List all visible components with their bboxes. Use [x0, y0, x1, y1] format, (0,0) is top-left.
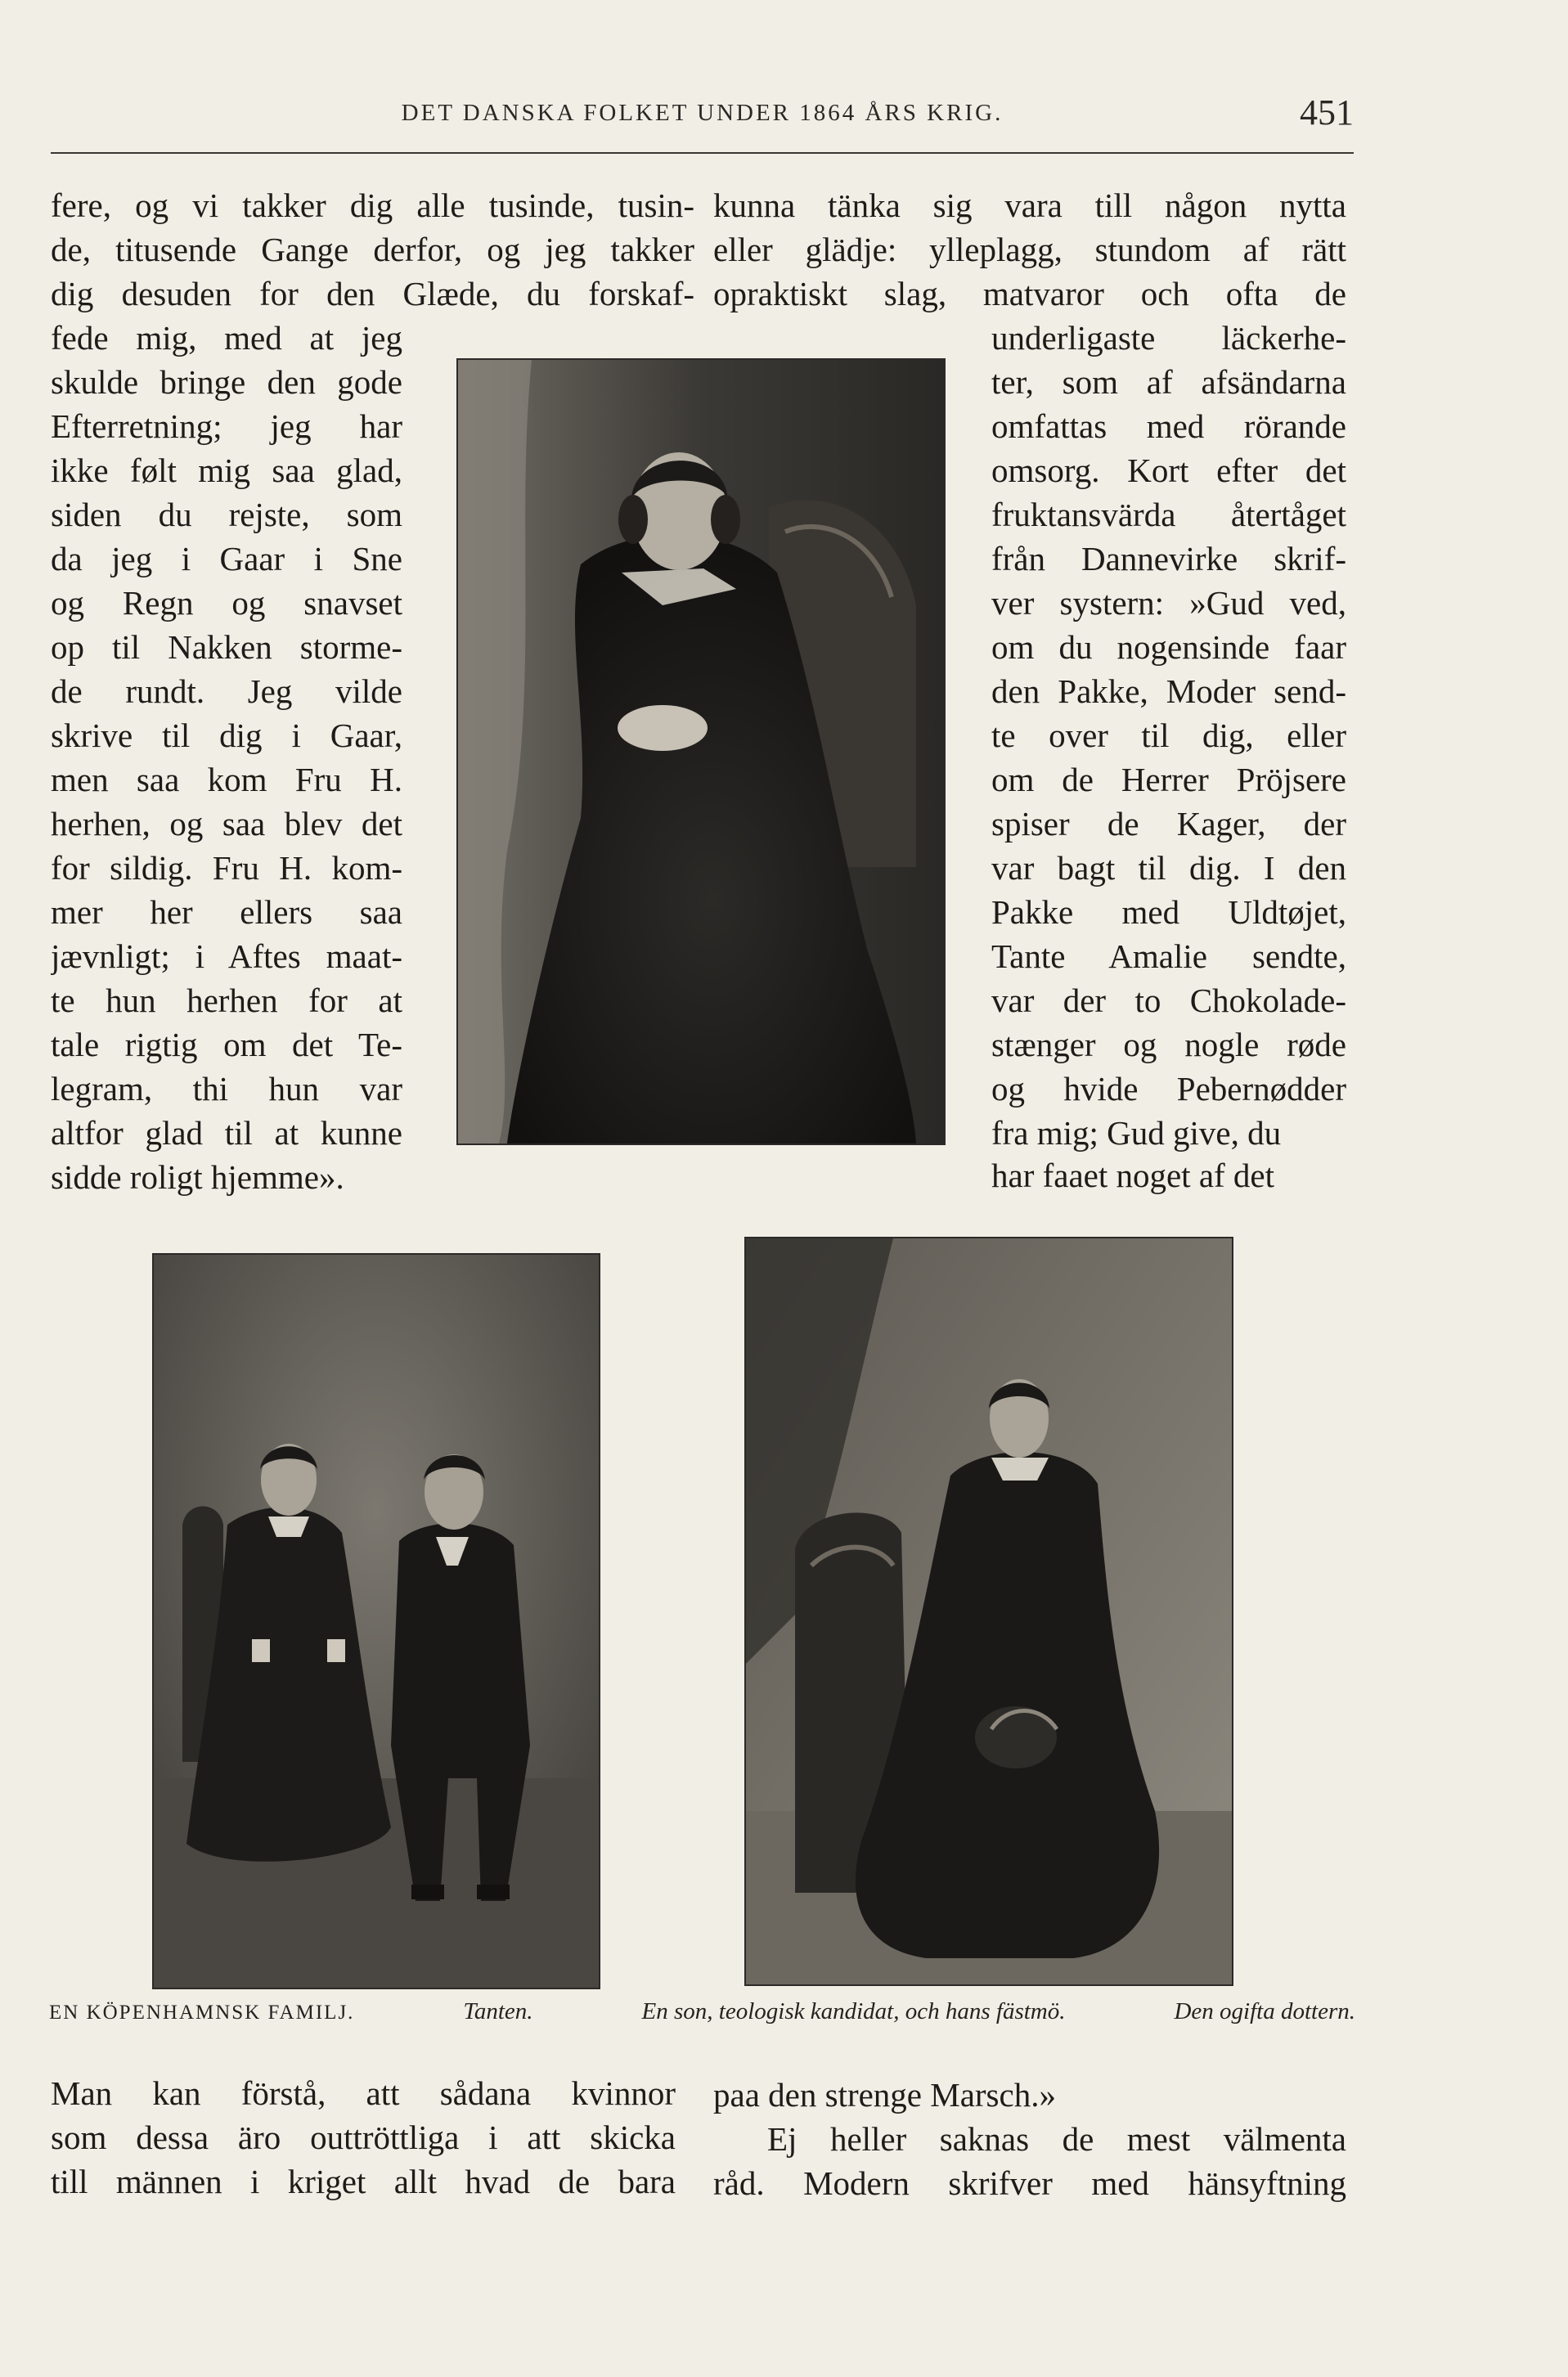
page-number: 451: [1300, 92, 1354, 133]
text-line: som dessa äro outtröttliga i att skicka: [51, 2119, 676, 2156]
portrait-photo-daughter: [744, 1237, 1233, 1986]
text-line: skulde bringe den gode: [51, 363, 402, 401]
text-line: om du nogensinde faar: [991, 628, 1346, 666]
text-line: tale rigtig om det Te-: [51, 1026, 402, 1063]
caption-part-couple: En son, teologisk kandidat, och hans fästmö.: [641, 1998, 1066, 2024]
text-line: ter, som af afsändarna: [991, 363, 1346, 401]
text-line: omfattas med rörande: [991, 407, 1346, 445]
text-line: fra mig; Gud give, du: [991, 1114, 1282, 1152]
bottom-right-text: [713, 2073, 1346, 2205]
portrait-daughter-image: [746, 1238, 1232, 1984]
text-line: op til Nakken storme-: [51, 628, 402, 666]
text-line: stænger og nogle røde: [991, 1026, 1346, 1063]
text-line: jævnligt; i Aftes maat-: [51, 937, 402, 975]
text-line: Tante Amalie sendte,: [991, 937, 1346, 975]
text-line: om de Herrer Pröjsere: [991, 761, 1346, 798]
text-line: skrive til dig i Gaar,: [51, 717, 402, 754]
text-line: da jeg i Gaar i Sne: [51, 540, 402, 577]
bottom-left-text: [51, 2071, 676, 2204]
caption-part-aunt: Tanten.: [463, 1998, 533, 2024]
text-line: ver systern: »Gud ved,: [991, 584, 1346, 622]
text-line: Pakke med Uldtøjet,: [991, 893, 1346, 931]
text-line: dig desuden for den Glæde, du forskaf-: [51, 275, 694, 312]
text-line: från Dannevirke skrif-: [991, 540, 1346, 577]
text-line: fruktansvärda återtåget: [991, 496, 1346, 533]
caption-main: EN KÖPENHAMNSK FAMILJ.: [49, 2002, 355, 2024]
text-line: var der to Chokolade-: [991, 982, 1346, 1019]
figure-caption: [49, 1998, 1355, 2039]
text-line: har faaet noget af det: [991, 1157, 1275, 1194]
text-line: Man kan förstå, att sådana kvinnor: [51, 2074, 676, 2112]
text-line: Efterretning; jeg har: [51, 407, 402, 445]
running-title: [51, 100, 1354, 127]
text-line: ikke følt mig saa glad,: [51, 452, 402, 489]
text-line: var bagt til dig. I den: [991, 849, 1346, 887]
text-line: mer her ellers saa: [51, 893, 402, 931]
text-line: fede mig, med at jeg: [51, 319, 402, 357]
portrait-couple-image: [154, 1255, 599, 1988]
text-line: sidde roligt hjemme».: [51, 1158, 344, 1196]
portrait-aunt-image: [458, 360, 944, 1144]
text-line: Ej heller saknas de mest välmenta: [767, 2120, 1346, 2158]
text-line: og Regn og snavset: [51, 584, 402, 622]
text-line: legram, thi hun var: [51, 1070, 402, 1108]
text-line: altfor glad til at kunne: [51, 1114, 402, 1152]
text-line: kunna tänka sig vara till någon nytta: [713, 186, 1346, 224]
right-column-text: [713, 183, 1346, 316]
text-line: opraktiskt slag, matvaror och ofta de: [713, 275, 1346, 312]
right-column-text-end: [991, 1153, 1346, 1197]
portrait-photo-aunt: [456, 358, 946, 1145]
running-title-text: DET DANSKA FOLKET UNDER 1864 ÅRS KRIG.: [401, 100, 1004, 126]
text-line: paa den strenge Marsch.»: [713, 2076, 1056, 2114]
text-line: omsorg. Kort efter det: [991, 452, 1346, 489]
text-line: siden du rejste, som: [51, 496, 402, 533]
text-line: og hvide Pebernødder: [991, 1070, 1346, 1108]
text-line: for sildig. Fru H. kom-: [51, 849, 402, 887]
portrait-photo-son-and-fiancee: [152, 1253, 600, 1989]
text-line: herhen, og saa blev det: [51, 805, 402, 843]
text-line: eller glädje: ylleplagg, stundom af rätt: [713, 231, 1346, 268]
text-line: de rundt. Jeg vilde: [51, 672, 402, 710]
text-line: den Pakke, Moder send-: [991, 672, 1346, 710]
text-line: men saa kom Fru H.: [51, 761, 402, 798]
running-header: [51, 92, 1354, 154]
text-line: spiser de Kager, der: [991, 805, 1346, 843]
text-line: råd. Modern skrifver med hänsyftning: [713, 2164, 1346, 2202]
text-line: fere, og vi takker dig alle tusinde, tusin-: [51, 186, 694, 224]
text-line: till männen i kriget allt hvad de bara: [51, 2163, 676, 2200]
text-line: te over til dig, eller: [991, 717, 1346, 754]
caption-part-daughter: Den ogifta dottern.: [1174, 1998, 1355, 2024]
text-line: underligaste läckerhe-: [991, 319, 1346, 357]
text-line: te hun herhen for at: [51, 982, 402, 1019]
text-line: de, titusende Gange derfor, og jeg takker: [51, 231, 694, 268]
right-column-text-wrapped: [991, 316, 1346, 1155]
